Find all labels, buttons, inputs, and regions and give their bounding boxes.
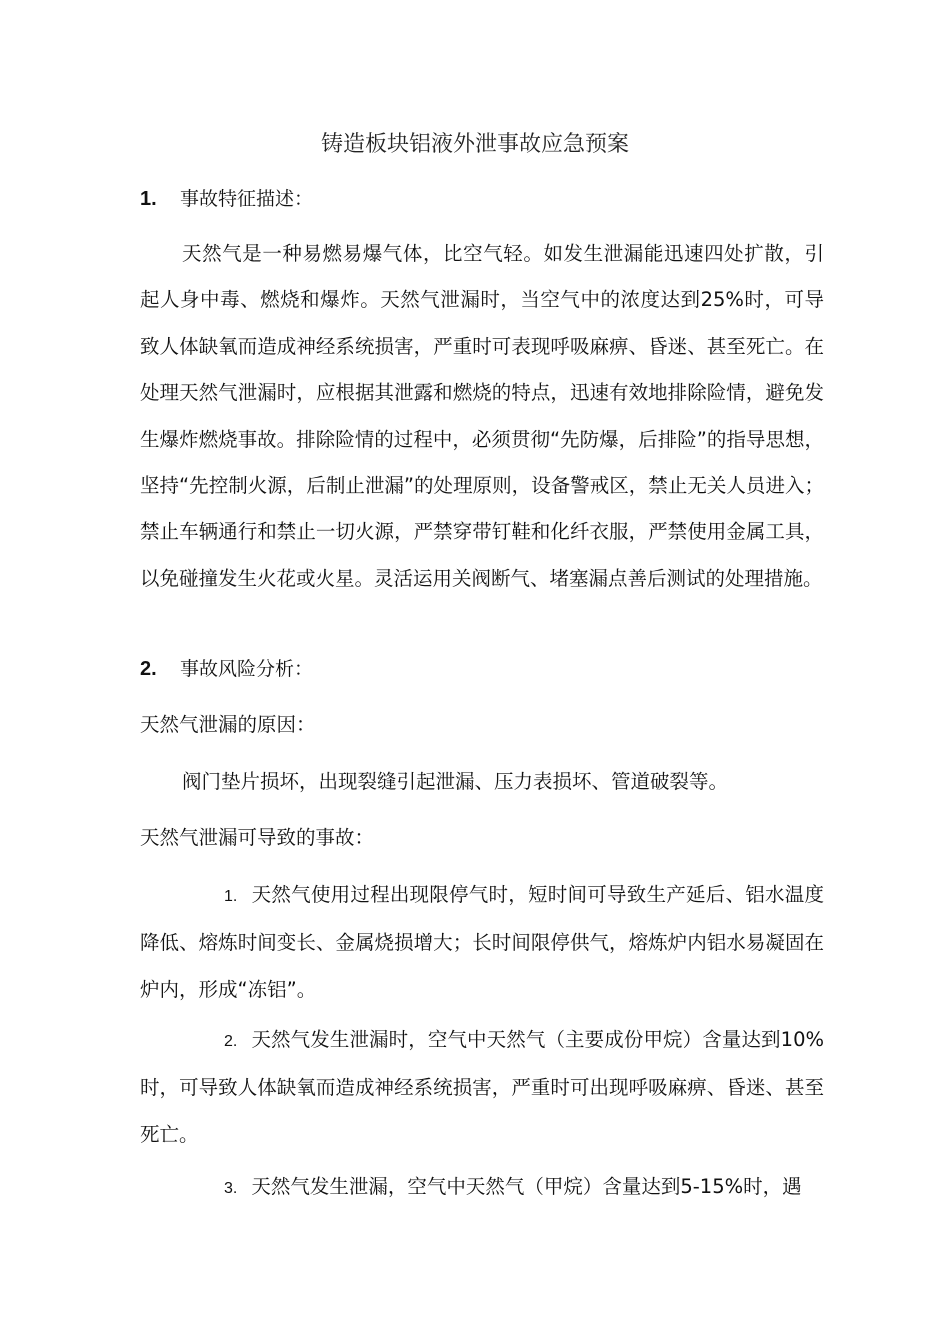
list-item-number: 2.	[224, 1033, 238, 1050]
section-2-heading	[140, 654, 830, 684]
section-number: 1.	[140, 188, 157, 210]
list-item	[140, 1164, 824, 1212]
causes-label: 天然气泄漏的原因：	[140, 713, 316, 736]
accidents-label: 天然气泄漏可导致的事故：	[140, 826, 375, 849]
list-item-number: 3.	[224, 1180, 238, 1197]
list-item	[140, 872, 824, 1013]
list-item	[140, 1017, 824, 1158]
section-number: 2.	[140, 658, 157, 680]
section-1-heading	[140, 184, 830, 214]
section-heading-text: 事故风险分析：	[180, 658, 314, 680]
causes-text: 阀门垫片损坏，出现裂缝引起泄漏、压力表损坏、管道破裂等。	[182, 770, 729, 793]
section-heading-text: 事故特征描述：	[180, 188, 314, 210]
section-1-paragraph: 天然气是一种易燃易爆气体，比空气轻。如发生泄漏能迅速四处扩散，引起人身中毒、燃烧和爆炸。天然气泄漏时，当空气中的浓度达到25%时，可导致人体缺氧而造成神经系统损害，严重时可表现呼吸麻痹、昏迷、甚至死亡。在处理天然气泄漏时，应根据其泄露和燃烧的特点，迅速有效地排除险情，避免发生爆炸燃烧事故。排除险情的过程中，必须贯彻“先防爆，后排险”的指导思想，坚持“先控制火源，后制止泄漏”的处理原则，设备警戒区，禁止无关人员进入；禁止车辆通行和禁止一切火源，严禁穿带钉鞋和化纤衣服，严禁使用金属工具，以免碰撞发生火花或火星。灵活运用关阀断气、堵塞漏点善后测试的处理措施。	[140, 242, 824, 590]
list-item-number: 1.	[224, 888, 238, 905]
list-item-text: 天然气发生泄漏，空气中天然气（甲烷）含量达到5-15%时，遇	[251, 1175, 802, 1198]
list-item-text: 天然气使用过程出现限停气时，短时间可导致生产延后、铝水温度降低、熔炼时间变长、金属烧损增大；长时间限停供气，熔炼炉内铝水易凝固在炉内，形成“冻铝”。	[140, 883, 824, 1001]
document-title: 铸造板块铝液外泄事故应急预案	[320, 132, 629, 157]
list-item-text: 天然气发生泄漏时，空气中天然气（主要成份甲烷）含量达到10%时，可导致人体缺氧而造成神经系统损害，严重时可出现呼吸麻痹、昏迷、甚至死亡。	[140, 1028, 824, 1146]
